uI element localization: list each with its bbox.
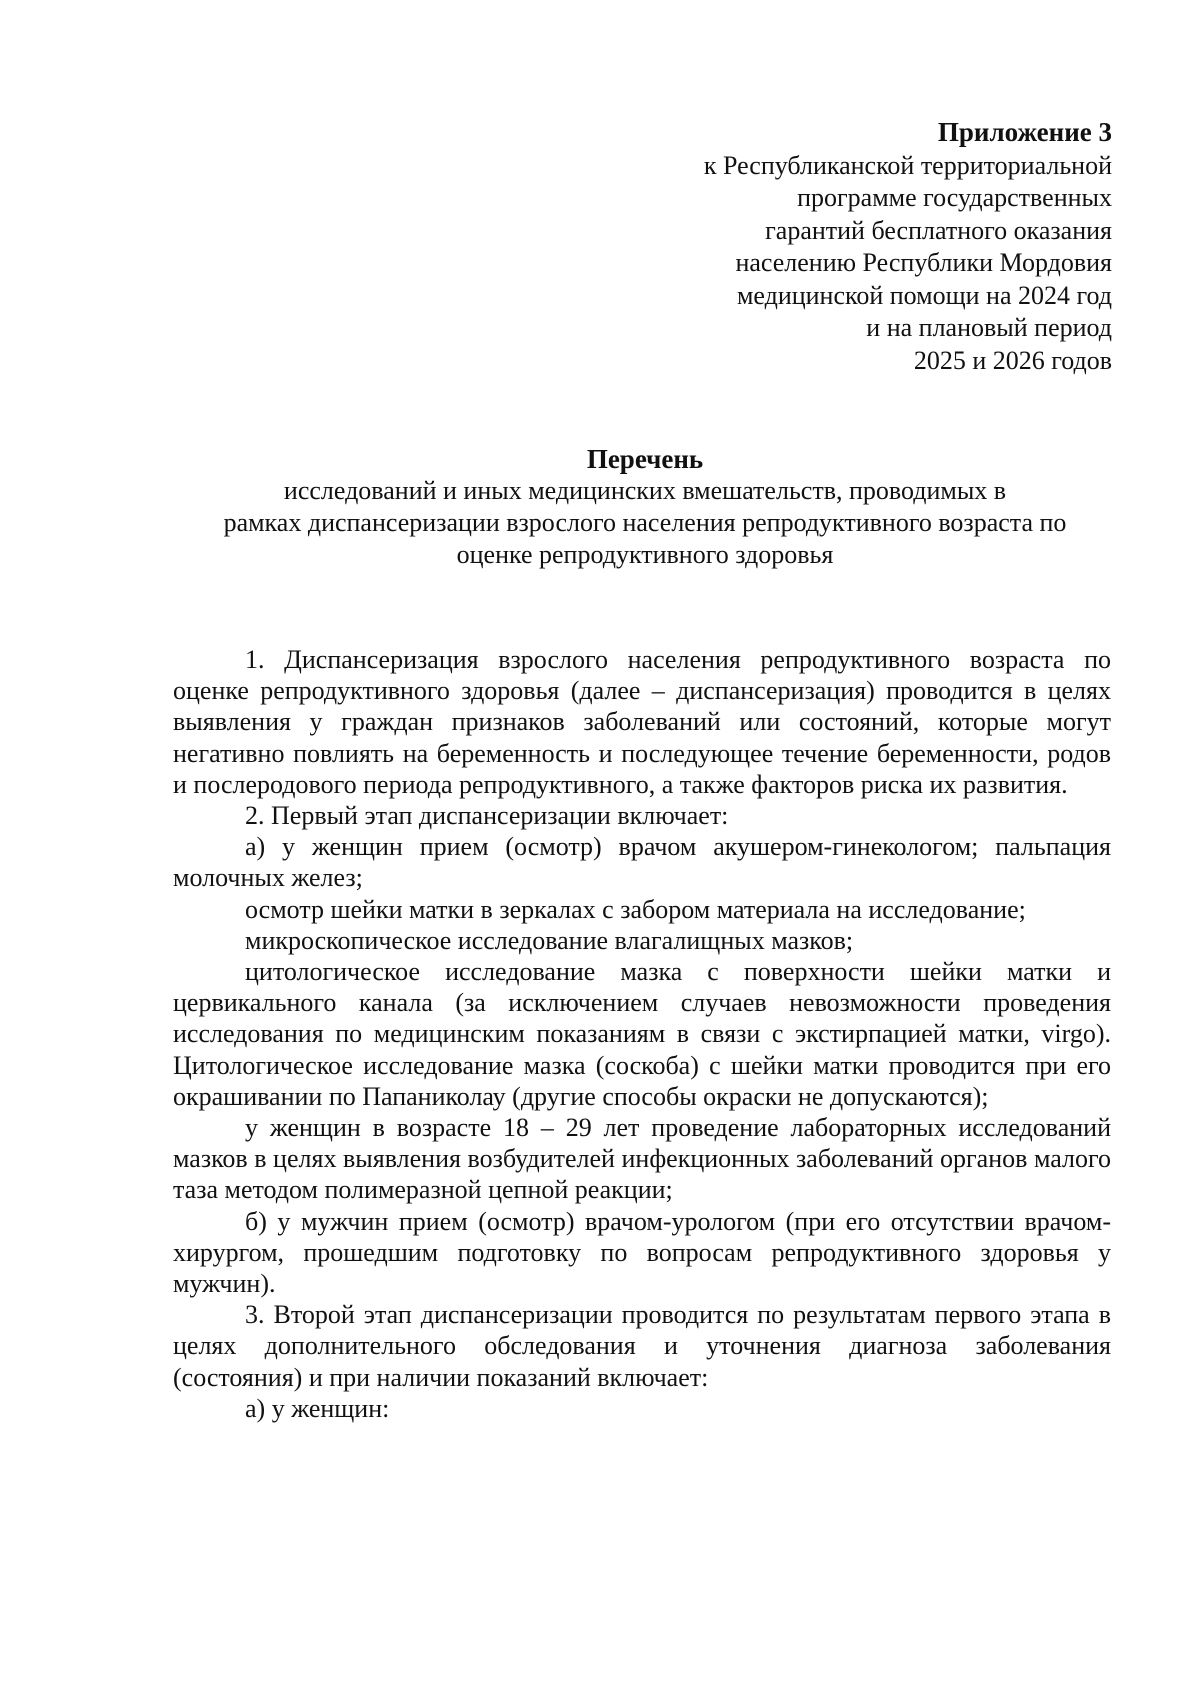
- annex-line-1: к Республиканской территориальной: [703, 150, 1112, 180]
- paragraph-7: у женщин в возрасте 18 – 29 лет проведение лабораторных исследований мазков в целях выявления возбудителей инфекционных заболеваний органов малого таза методом полимеразной цепной реакции;: [173, 1113, 1111, 1205]
- annex-line-2: программе государственных: [797, 183, 1112, 212]
- annex-line-3: гарантий бесплатного оказания: [765, 215, 1112, 245]
- paragraph-3: а) у женщин прием (осмотр) врачом акушером-гинекологом; пальпация молочных желез;: [173, 832, 1111, 893]
- paragraph-2: 2. Первый этап диспансеризации включает:: [245, 801, 729, 831]
- paragraph-9: 3. Второй этап диспансеризации проводится по результатам первого этапа в целях дополнительного обследования и уточнения диагноза заболевания (состояния) и при наличии показаний включает:: [173, 1300, 1111, 1392]
- paragraph-4: осмотр шейки матки в зеркалах с забором материала на исследование;: [245, 894, 1026, 924]
- heading-line-2: рамках диспансеризации взрослого населения репродуктивного возраста по: [223, 508, 1067, 537]
- document-heading: [170, 443, 1120, 571]
- paragraph-5: микроскопическое исследование влагалищных мазков;: [245, 925, 854, 955]
- document-body: [173, 644, 1111, 1424]
- paragraph-8: б) у мужчин прием (осмотр) врачом-урологом (при его отсутствии врачом-хирургом, прошедшим подготовку по вопросам репродуктивного здоровья у мужчин).: [173, 1206, 1111, 1299]
- annex-line-4: населению Республики Мордовия: [735, 248, 1112, 277]
- heading-title: Перечень: [586, 444, 704, 474]
- annex-block: [704, 116, 1112, 377]
- paragraph-1: 1. Диспансеризация взрослого населения репродуктивного возраста по оценке репродуктивного здоровья (далее – диспансеризация) проводится в целях выявления у граждан признаков заболеваний или состояний, которые могут негативно повлиять на беременность и последующее течение беременности, родов и послеродового периода репродуктивного, а также факторов риска их развития.: [173, 645, 1111, 799]
- annex-line-7: 2025 и 2026 годов: [913, 345, 1112, 375]
- annex-line-5: медицинской помощи на 2024 год: [736, 280, 1112, 310]
- annex-title: Приложение 3: [937, 117, 1112, 147]
- paragraph-10: а) у женщин:: [245, 1393, 390, 1423]
- annex-line-6: и на плановый период: [866, 313, 1112, 342]
- heading-line-3: оценке репродуктивного здоровья: [456, 540, 834, 569]
- heading-line-1: исследований и иных медицинских вмешательств, проводимых в: [283, 476, 1007, 505]
- paragraph-6: цитологическое исследование мазка с поверхности шейки матки и цервикального канала (за исключением случаев невозможности проведения исследования по медицинским показаниям в связи с экстирпацией матки, virgo). Цитологическое исследование мазка (соскоба) с шейки матки проводится при его окрашивании по Папаниколау (другие способы окраски не допускаются);: [173, 957, 1111, 1111]
